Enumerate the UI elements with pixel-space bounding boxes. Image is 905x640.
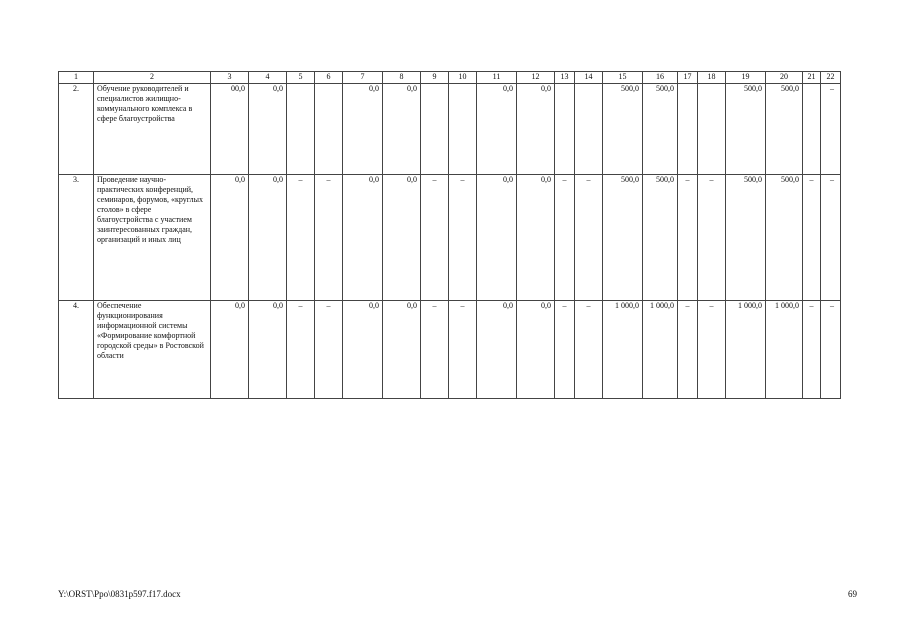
value-cell: 500,0 xyxy=(766,175,803,301)
value-cell: 500,0 xyxy=(643,84,678,175)
value-cell: 00,0 xyxy=(211,84,249,175)
value-cell: 0,0 xyxy=(477,301,517,399)
value-cell: 0,0 xyxy=(343,84,383,175)
value-cell: 0,0 xyxy=(517,175,555,301)
value-cell: 0,0 xyxy=(343,301,383,399)
value-cell: – xyxy=(698,301,726,399)
header-cell: 12 xyxy=(517,72,555,84)
value-cell: 0,0 xyxy=(517,84,555,175)
header-cell: 8 xyxy=(383,72,421,84)
value-cell: – xyxy=(698,175,726,301)
header-cell: 10 xyxy=(449,72,477,84)
header-cell: 13 xyxy=(555,72,575,84)
budget-table xyxy=(58,71,841,399)
value-cell xyxy=(287,84,315,175)
header-cell: 2 xyxy=(94,72,211,84)
row-name: Обеспечение функционирования информационной системы «Формирование комфортной городской среды» в Ростовской области xyxy=(94,301,211,399)
value-cell: 500,0 xyxy=(726,175,766,301)
value-cell: – xyxy=(287,301,315,399)
value-cell: 0,0 xyxy=(249,175,287,301)
value-cell: – xyxy=(421,301,449,399)
value-cell: – xyxy=(555,175,575,301)
value-cell: 1 000,0 xyxy=(643,301,678,399)
row-name: Проведение научно-практических конференций, семинаров, форумов, «круглых столов» в сфере благоустройства с участием заинтересованных граждан, организаций и иных лиц xyxy=(94,175,211,301)
value-cell: – xyxy=(803,301,821,399)
header-cell: 19 xyxy=(726,72,766,84)
header-cell: 6 xyxy=(315,72,343,84)
header-cell: 11 xyxy=(477,72,517,84)
value-cell: – xyxy=(287,175,315,301)
value-cell: – xyxy=(449,301,477,399)
table-row xyxy=(59,301,841,399)
value-cell: – xyxy=(315,301,343,399)
footer-page-number: 69 xyxy=(848,589,857,599)
value-cell: 0,0 xyxy=(211,175,249,301)
value-cell xyxy=(803,84,821,175)
header-cell: 21 xyxy=(803,72,821,84)
value-cell: – xyxy=(555,301,575,399)
value-cell: 0,0 xyxy=(383,175,421,301)
value-cell: – xyxy=(449,175,477,301)
value-cell: 0,0 xyxy=(477,175,517,301)
value-cell: – xyxy=(315,175,343,301)
value-cell xyxy=(678,84,698,175)
value-cell: 500,0 xyxy=(726,84,766,175)
row-number: 3. xyxy=(59,175,94,301)
value-cell: – xyxy=(821,175,841,301)
header-cell: 4 xyxy=(249,72,287,84)
header-cell: 7 xyxy=(343,72,383,84)
value-cell: – xyxy=(575,301,603,399)
header-cell: 1 xyxy=(59,72,94,84)
value-cell: 0,0 xyxy=(477,84,517,175)
header-cell: 5 xyxy=(287,72,315,84)
header-cell: 16 xyxy=(643,72,678,84)
value-cell: – xyxy=(678,301,698,399)
header-cell: 14 xyxy=(575,72,603,84)
table-header-row xyxy=(59,72,841,84)
header-cell: 18 xyxy=(698,72,726,84)
value-cell: 1 000,0 xyxy=(726,301,766,399)
value-cell: – xyxy=(421,175,449,301)
row-name: Обучение руководителей и специалистов жилищно-коммунального комплекса в сфере благоустройства xyxy=(94,84,211,175)
value-cell: 500,0 xyxy=(643,175,678,301)
value-cell: 0,0 xyxy=(343,175,383,301)
header-cell: 15 xyxy=(603,72,643,84)
value-cell: – xyxy=(821,84,841,175)
header-cell: 9 xyxy=(421,72,449,84)
value-cell xyxy=(421,84,449,175)
header-cell: 17 xyxy=(678,72,698,84)
table-row xyxy=(59,175,841,301)
value-cell: – xyxy=(803,175,821,301)
value-cell: – xyxy=(821,301,841,399)
footer-file-path: Y:\ORST\Ppo\0831p597.f17.docx xyxy=(58,589,181,599)
value-cell: 0,0 xyxy=(249,84,287,175)
value-cell: 0,0 xyxy=(211,301,249,399)
value-cell: 0,0 xyxy=(249,301,287,399)
value-cell: 500,0 xyxy=(766,84,803,175)
row-number: 4. xyxy=(59,301,94,399)
value-cell: 0,0 xyxy=(517,301,555,399)
value-cell xyxy=(575,84,603,175)
value-cell: 1 000,0 xyxy=(603,301,643,399)
value-cell: 500,0 xyxy=(603,175,643,301)
value-cell: – xyxy=(678,175,698,301)
value-cell xyxy=(555,84,575,175)
value-cell xyxy=(315,84,343,175)
table-body xyxy=(59,84,841,399)
value-cell: 0,0 xyxy=(383,301,421,399)
header-cell: 20 xyxy=(766,72,803,84)
value-cell: 1 000,0 xyxy=(766,301,803,399)
value-cell: – xyxy=(575,175,603,301)
table-row xyxy=(59,84,841,175)
value-cell: 0,0 xyxy=(383,84,421,175)
header-cell: 22 xyxy=(821,72,841,84)
row-number: 2. xyxy=(59,84,94,175)
value-cell: 500,0 xyxy=(603,84,643,175)
value-cell xyxy=(449,84,477,175)
value-cell xyxy=(698,84,726,175)
header-cell: 3 xyxy=(211,72,249,84)
